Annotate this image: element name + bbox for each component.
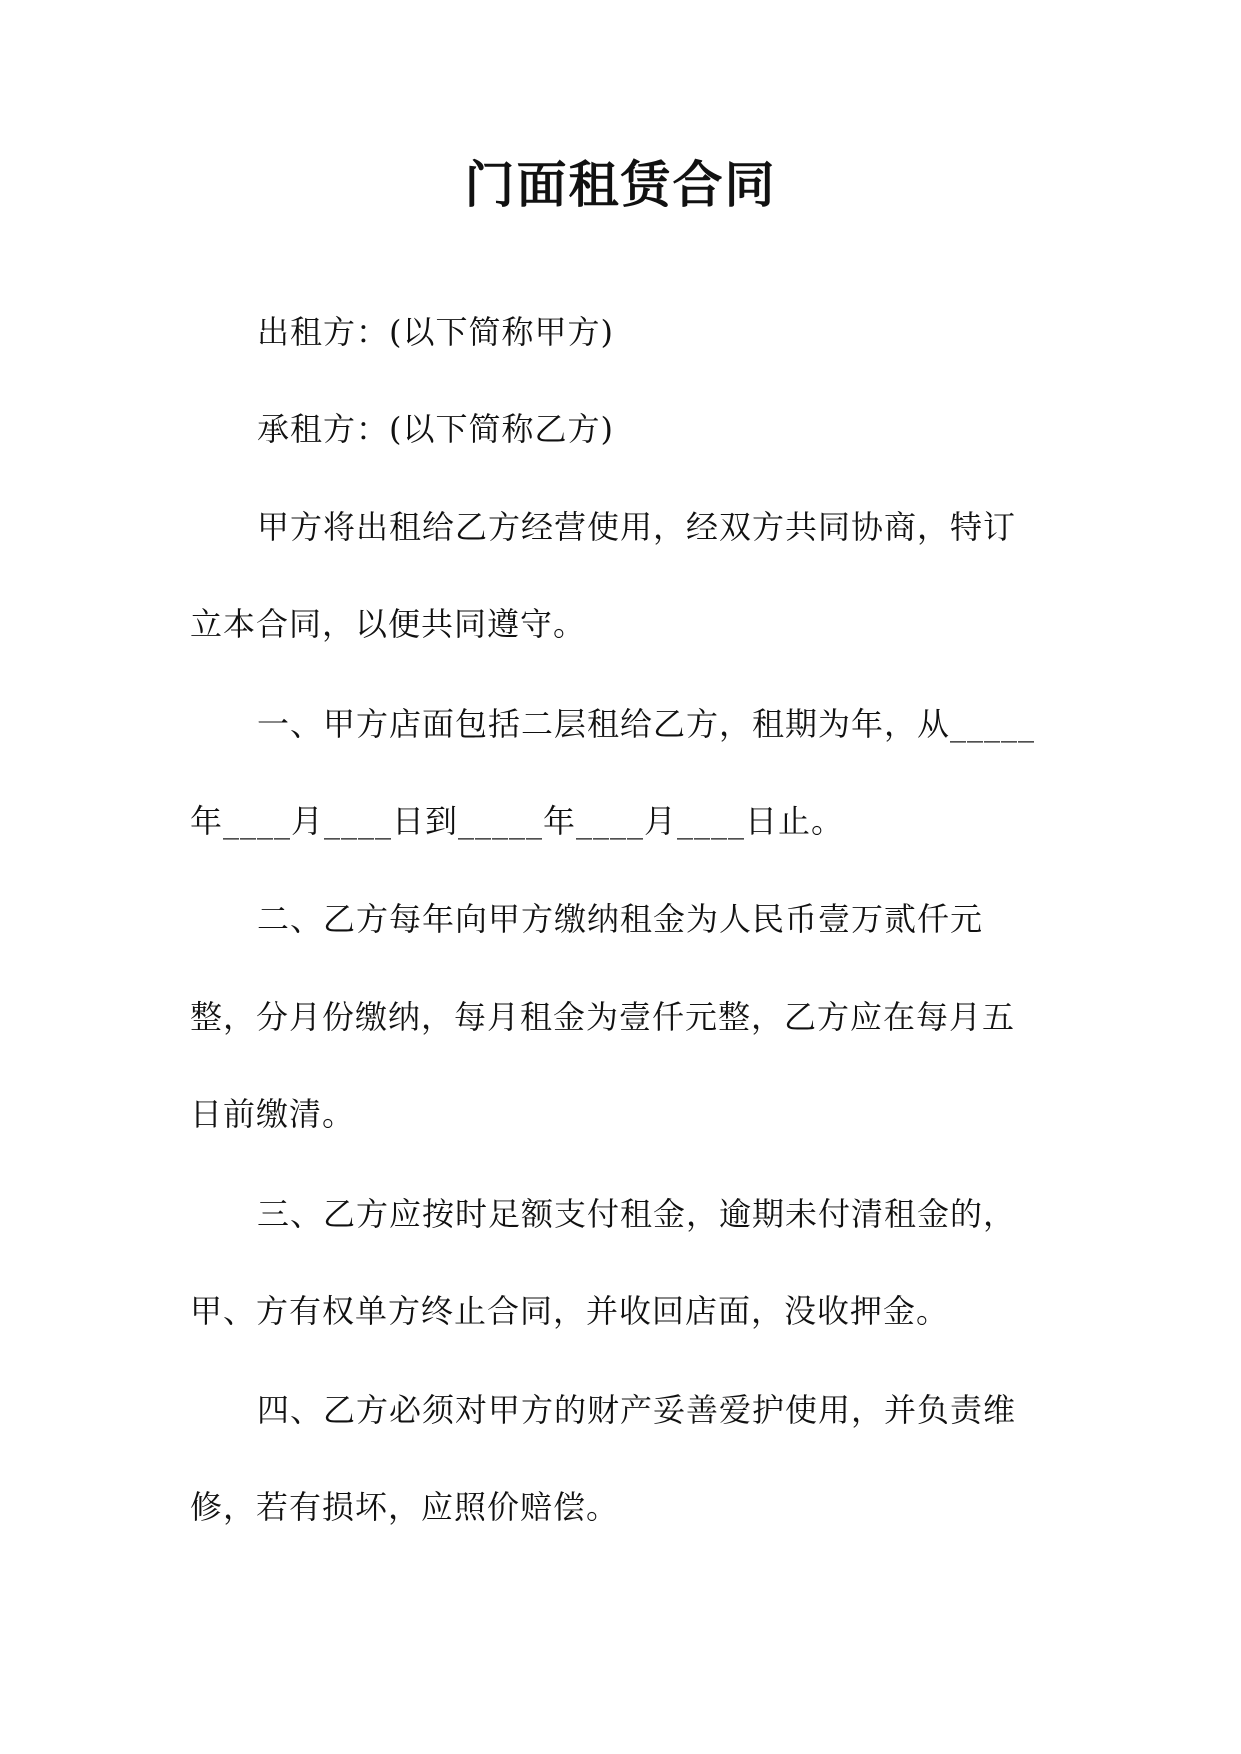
clause-3-line-2: 甲、方有权单方终止合同，并收回店面，没收押金。 [190,1292,950,1330]
lessee-line: 承租方：(以下简称乙方) [257,410,614,448]
preamble-line-1: 甲方将出租给乙方经营使用，经双方共同协商，特订 [257,508,1017,546]
preamble-line-2: 立本合同，以便共同遵守。 [190,605,587,643]
clause-4-line-2: 修，若有损坏，应照价赔偿。 [190,1488,620,1526]
clause-4-line-1: 四、乙方必须对甲方的财产妥善爱护使用，并负责维 [257,1391,1017,1429]
lessor-line: 出租方：(以下简称甲方) [257,313,614,351]
clause-1-line-1: 一、甲方店面包括二层租给乙方，租期为年，从_____ [257,705,1036,743]
clause-2-line-1: 二、乙方每年向甲方缴纳租金为人民币壹万贰仟元 [257,900,984,938]
clause-3-line-1: 三、乙方应按时足额支付租金，逾期未付清租金的， [257,1195,1017,1233]
clause-2-line-3: 日前缴清。 [190,1095,356,1133]
clause-2-line-2: 整，分月份缴纳，每月租金为壹仟元整，乙方应在每月五 [190,998,1016,1036]
document-title: 门面租赁合同 [464,155,777,214]
clause-1-line-2: 年____月____日到_____年____月____日止。 [190,802,845,840]
